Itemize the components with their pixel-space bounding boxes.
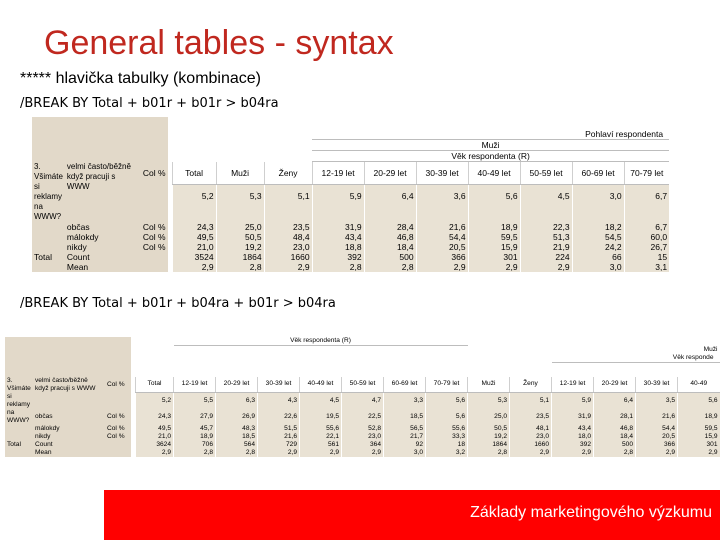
cell: 25,0	[216, 222, 264, 232]
row-label: málokdy	[33, 425, 105, 433]
cell: 19,2	[468, 433, 510, 441]
cell: 2,9	[510, 449, 552, 457]
cell: 729	[258, 441, 300, 449]
cell: 51,5	[258, 425, 300, 433]
cell: 49,5	[136, 425, 174, 433]
cell: 6,7	[624, 185, 669, 207]
cell: 366	[416, 252, 468, 262]
cell: 24,3	[172, 222, 216, 232]
cell: 2,9	[468, 262, 520, 272]
row-label: málokdy	[65, 232, 141, 242]
cell: 18,9	[468, 222, 520, 232]
col-header: 50-59 let	[520, 162, 572, 185]
cell: 2,9	[258, 449, 300, 457]
cell: 5,6	[426, 409, 468, 424]
cell: 5,1	[510, 393, 552, 409]
cell: 55,6	[300, 425, 342, 433]
col-header: 50-59 let	[342, 377, 384, 393]
footer-bar	[104, 490, 720, 540]
table-screenshot-2	[5, 337, 720, 458]
cell: 59,5	[468, 232, 520, 242]
cell: 366	[636, 441, 678, 449]
cell: 27,9	[174, 409, 216, 424]
col-header: Total	[136, 377, 174, 393]
cell: 43,4	[552, 425, 594, 433]
row-label: občas	[33, 409, 105, 424]
cell: 364	[342, 441, 384, 449]
cell: 22,3	[520, 222, 572, 232]
row-label: nikdy	[33, 433, 105, 441]
col-header: 70-79 let	[624, 162, 669, 185]
cell: 20,5	[636, 433, 678, 441]
cell: 18,4	[364, 242, 416, 252]
cell: 392	[312, 252, 364, 262]
row-stat: Col %	[105, 409, 131, 424]
cell: 18,0	[552, 433, 594, 441]
col-header: Total	[172, 162, 216, 185]
table-row	[32, 207, 669, 222]
slide-subtitle: ***** hlavička tabulky (kombinace)	[20, 70, 261, 87]
cell: 22,6	[258, 409, 300, 424]
col-header: 70-79 let	[426, 377, 468, 393]
cell: 5,6	[426, 393, 468, 409]
cell: 4,5	[300, 393, 342, 409]
cell: 500	[594, 441, 636, 449]
col-header: 60-69 let	[384, 377, 426, 393]
cell: 2,8	[364, 262, 416, 272]
cell: 3,3	[384, 393, 426, 409]
crosstab-1	[32, 117, 669, 272]
row-stat: Col %	[142, 231, 166, 242]
cell: 54,4	[416, 232, 468, 242]
cell: 1660	[264, 252, 312, 262]
row-stat: Col %	[105, 433, 131, 441]
cell: 5,2	[136, 393, 174, 409]
cell: 3,0	[572, 185, 624, 207]
cell: 22,1	[300, 433, 342, 441]
cell: 4,5	[520, 185, 572, 207]
cell: 3,2	[426, 449, 468, 457]
cell: 21,0	[172, 242, 216, 252]
row-label: Count	[65, 252, 141, 262]
cell: 19,2	[216, 242, 264, 252]
cell: 22,5	[342, 409, 384, 424]
cell: 21,6	[636, 409, 678, 424]
cell: 2,9	[520, 262, 572, 272]
header-vek: Věk respondenta (R)	[312, 151, 669, 162]
cell: 15	[624, 252, 669, 262]
column-header-row	[32, 162, 669, 185]
cell: 21,6	[258, 433, 300, 441]
footer-text: Základy marketingového výzkumu	[470, 504, 712, 521]
cell: 23,5	[510, 409, 552, 424]
col-header: 20-29 let	[216, 377, 258, 393]
cell: 18,2	[572, 222, 624, 232]
table-row	[5, 393, 720, 409]
cell: 392	[552, 441, 594, 449]
cell: 301	[468, 252, 520, 262]
cell: 24,2	[572, 242, 624, 252]
cell: 3,0	[384, 449, 426, 457]
cell: 43,4	[312, 232, 364, 242]
cell: 18,8	[312, 242, 364, 252]
col-header: Ženy	[264, 162, 312, 185]
table-row	[32, 222, 669, 232]
cell: 56,5	[384, 425, 426, 433]
cell: 1864	[216, 252, 264, 262]
cell: 54,5	[572, 232, 624, 242]
cell: 3,6	[416, 185, 468, 207]
cell: 25,0	[468, 409, 510, 424]
answer-label: velmi často/běžně když pracuji s WWW	[65, 162, 141, 207]
question-label: 3. Všimáte si reklamy na WWW?	[5, 377, 33, 425]
row-label: Mean	[33, 449, 105, 457]
cell: 2,9	[416, 262, 468, 272]
cell: 15,9	[678, 433, 720, 441]
cell: 18	[426, 441, 468, 449]
cell: 224	[520, 252, 572, 262]
cell: 5,5	[174, 393, 216, 409]
cell: 45,7	[174, 425, 216, 433]
cell: 23,5	[264, 222, 312, 232]
header-muzi: Muži	[312, 140, 669, 151]
col-header: 12-19 let	[552, 377, 594, 393]
cell: 3,5	[636, 393, 678, 409]
cell: 23,0	[264, 242, 312, 252]
cell: 50,5	[468, 425, 510, 433]
cell: 31,9	[312, 222, 364, 232]
cell: 2,8	[174, 449, 216, 457]
cell: 92	[384, 441, 426, 449]
cell: 48,1	[510, 425, 552, 433]
cell: 18,5	[216, 433, 258, 441]
col-pct-label: Col %	[141, 162, 168, 185]
cell: 564	[216, 441, 258, 449]
col-pct-label: Col %	[105, 377, 131, 393]
cell: 59,5	[678, 425, 720, 433]
cell: 2,9	[678, 449, 720, 457]
row-label: Total	[5, 441, 33, 449]
cell: 51,3	[520, 232, 572, 242]
col-header: 30-39 let	[636, 377, 678, 393]
cell: 5,2	[172, 185, 216, 207]
table-row	[32, 242, 669, 252]
cell: 2,9	[172, 262, 216, 272]
cell: 18,5	[384, 409, 426, 424]
cell: 24,3	[136, 409, 174, 424]
table-row	[32, 252, 669, 262]
cell: 1660	[510, 441, 552, 449]
cell: 5,3	[468, 393, 510, 409]
col-header: Ženy	[510, 377, 552, 393]
question-label: 3. Všimáte si reklamy na WWW?	[34, 161, 63, 221]
cell: 21,9	[520, 242, 572, 252]
cell: 3624	[136, 441, 174, 449]
cell: 5,3	[216, 185, 264, 207]
cell: 6,7	[624, 222, 669, 232]
column-header-row	[5, 377, 720, 393]
cell: 4,3	[258, 393, 300, 409]
cell: 706	[174, 441, 216, 449]
row-label: občas	[65, 222, 141, 232]
cell: 60,0	[624, 232, 669, 242]
row-label: Mean	[65, 262, 141, 272]
cell: 561	[300, 441, 342, 449]
cell: 55,6	[426, 425, 468, 433]
cell: 66	[572, 252, 624, 262]
cell: 48,4	[264, 232, 312, 242]
cell: 18,4	[594, 433, 636, 441]
col-header: 40-49 let	[468, 162, 520, 185]
cell: 3,0	[572, 262, 624, 272]
cell: 6,4	[364, 185, 416, 207]
cell: 2,8	[216, 262, 264, 272]
cell: 26,7	[624, 242, 669, 252]
break-command-1: /BREAK BY Total + b01r + b01r > b04ra	[20, 96, 279, 111]
cell: 26,9	[216, 409, 258, 424]
col-header: 20-29 let	[364, 162, 416, 185]
cell: 5,1	[264, 185, 312, 207]
cell: 5,9	[312, 185, 364, 207]
cell: 31,9	[552, 409, 594, 424]
cell: 33,3	[426, 433, 468, 441]
cell: 48,3	[216, 425, 258, 433]
col-header: Muži	[216, 162, 264, 185]
crosstab-2	[5, 337, 720, 457]
header-vek-right: Věk responde	[552, 354, 720, 363]
cell: 21,6	[416, 222, 468, 232]
cell: 500	[364, 252, 416, 262]
cell: 19,5	[300, 409, 342, 424]
cell: 6,3	[216, 393, 258, 409]
cell: 21,0	[136, 433, 174, 441]
cell: 46,8	[364, 232, 416, 242]
table-row	[32, 232, 669, 242]
slide-title: General tables - syntax	[44, 24, 394, 62]
cell: 46,8	[594, 425, 636, 433]
cell: 5,9	[552, 393, 594, 409]
col-header: 12-19 let	[312, 162, 364, 185]
row-label: nikdy	[65, 242, 141, 252]
cell: 52,8	[342, 425, 384, 433]
row-label: Total	[32, 252, 65, 262]
cell: 4,7	[342, 393, 384, 409]
cell: 5,6	[678, 393, 720, 409]
col-header: 60-69 let	[572, 162, 624, 185]
col-header: 20-29 let	[594, 377, 636, 393]
row-stat: Col %	[142, 241, 166, 252]
cell: 2,8	[312, 262, 364, 272]
cell: 28,4	[364, 222, 416, 232]
cell: 18,9	[678, 409, 720, 424]
col-header: 40-49 let	[300, 377, 342, 393]
col-header: 40-49	[678, 377, 720, 393]
col-header: 30-39 let	[416, 162, 468, 185]
table-row	[5, 425, 720, 433]
cell: 15,9	[468, 242, 520, 252]
cell: 2,8	[468, 449, 510, 457]
header-muzi: Muži	[678, 346, 720, 355]
cell: 2,9	[136, 449, 174, 457]
table-row	[32, 262, 669, 272]
cell: 18,9	[174, 433, 216, 441]
answer-label: velmi často/běžně když pracuji s WWW	[33, 377, 105, 410]
table-screenshot-1	[32, 117, 697, 272]
col-header: 12-19 let	[174, 377, 216, 393]
row-label: Count	[33, 441, 105, 449]
header-vek: Věk respondenta (R)	[174, 337, 468, 346]
cell: 1864	[468, 441, 510, 449]
cell: 54,4	[636, 425, 678, 433]
cell: 301	[678, 441, 720, 449]
cell: 23,0	[342, 433, 384, 441]
cell: 2,9	[264, 262, 312, 272]
cell: 3524	[172, 252, 216, 262]
row-stat: Col %	[105, 425, 131, 433]
cell: 2,8	[216, 449, 258, 457]
cell: 20,5	[416, 242, 468, 252]
cell: 23,0	[510, 433, 552, 441]
cell: 2,9	[342, 449, 384, 457]
cell: 2,9	[636, 449, 678, 457]
break-command-2: /BREAK BY Total + b01r + b04ra + b01r > b04ra	[20, 296, 336, 311]
table-row	[5, 441, 720, 449]
cell: 2,9	[300, 449, 342, 457]
col-header: 30-39 let	[258, 377, 300, 393]
row-stat: Col %	[142, 221, 166, 232]
header-pohlavi: Pohlaví respondenta	[312, 129, 669, 140]
cell: 6,4	[594, 393, 636, 409]
cell: 50,5	[216, 232, 264, 242]
table-row	[5, 409, 720, 424]
cell: 3,1	[624, 262, 669, 272]
cell: 5,6	[468, 185, 520, 207]
table-row	[5, 433, 720, 441]
cell: 49,5	[172, 232, 216, 242]
table-row	[5, 449, 720, 457]
cell: 2,8	[594, 449, 636, 457]
cell: 2,9	[552, 449, 594, 457]
cell: 21,7	[384, 433, 426, 441]
cell: 28,1	[594, 409, 636, 424]
col-header: Muži	[468, 377, 510, 393]
